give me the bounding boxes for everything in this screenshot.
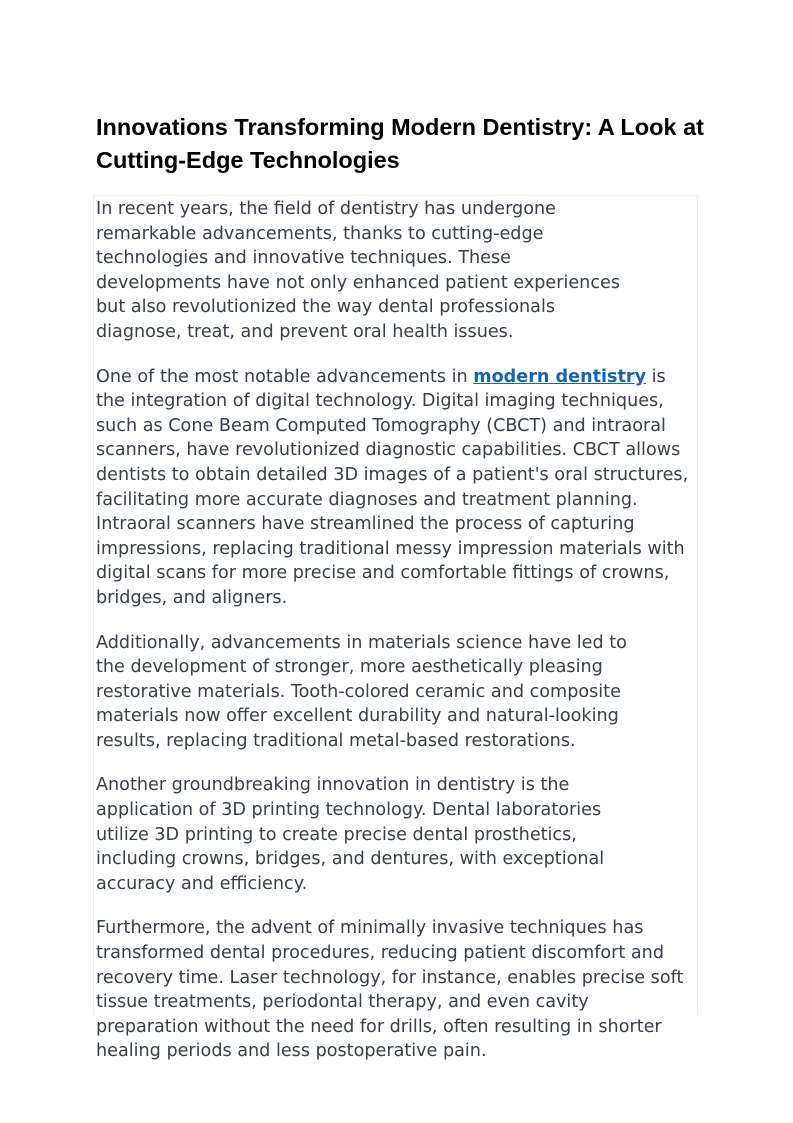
article-body — [96, 197, 696, 1084]
paragraph-materials-science: Additionally, advancements in materials science have led to the development of stronger, more aesthetically pleasing restorative materials. Tooth-colored ceramic and composite materials now offer excellent durability and natural-looking results, replacing traditional metal-based restorations. — [96, 632, 627, 751]
paragraph-intro: In recent years, the field of dentistry has undergone remarkable advancements, thanks to cutting-edge technologies and innovative techniques. These developments have not only enhanced patient experiences but also revolutionized the way dental professionals diagnose, treat, and prevent oral health issues. — [96, 199, 620, 342]
article-title: Innovations Transforming Modern Dentistry: A Look at Cutting-Edge Technologies — [96, 114, 704, 173]
paragraph-3d-printing: Another groundbreaking innovation in dentistry is the application of 3D printing technology. Dental laboratories utilize 3D printing to create precise dental prosthetics, including crowns, bridges, and dentures, with exceptional accuracy and efficiency. — [96, 775, 605, 894]
paragraph-text: is the integration of digital technology. Digital imaging techniques, such as Cone Beam Computed Tomography (CBCT) and intraoral scanners, have revolutionized diagnostic capabilities. CBCT allows dentists to obtain detailed 3D images of a patient's oral structures, facilitating more accurate diagnoses and treatment planning. Intraoral scanners have streamlined the process of capturing impressions, replacing traditional messy impression materials with digital scans for more precise and comfortable fittings of crowns, bridges, and aligners. — [96, 366, 689, 608]
paragraph-digital-technology — [96, 365, 696, 611]
paragraph-minimally-invasive: Furthermore, the advent of minimally invasive techniques has transformed dental procedures, reducing patient discomfort and recovery time. Laser technology, for instance, enables precise soft tissue treatments, periodontal therapy, and even cavity preparation without the need for drills, often resulting in shorter healing periods and less postoperative pain. — [96, 918, 684, 1062]
modern-dentistry-link[interactable]: modern dentistry — [473, 366, 647, 387]
paragraph-text: One of the most notable advancements in — [96, 366, 468, 387]
